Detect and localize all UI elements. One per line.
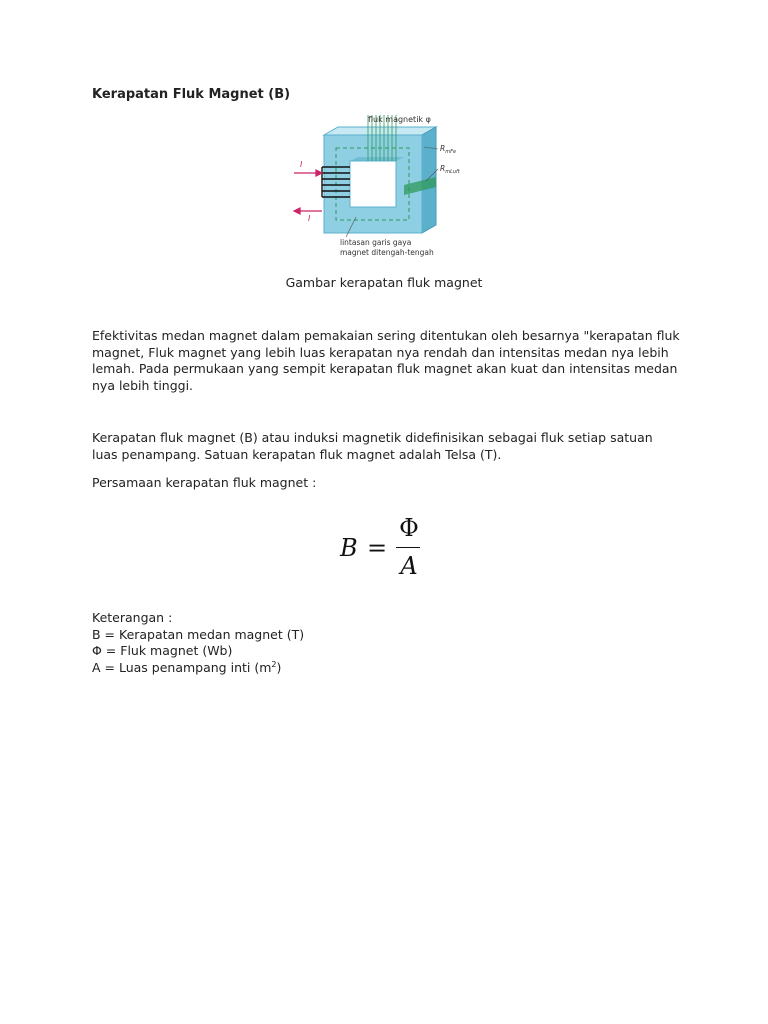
rmluft-label: $R_{mLuft}$ bbox=[440, 164, 460, 175]
legend-heading: Keterangan : bbox=[92, 610, 173, 625]
legend-item-a-text: A = Luas penampang inti (m bbox=[92, 659, 272, 675]
core-window bbox=[350, 161, 396, 207]
paragraph-effectiveness: Efektivitas medan magnet dalam pemakaian sering ditentukan oleh besarnya "kerapatan fluk magnet, Fluk magnet yang lebih luas kerapatan nya rendah dan intensitas medan nya lebih lemah. Pada permukaan yang sempit kerapatan fluk magnet akan kuat dan intensitas medan nya lebih tinggi. bbox=[92, 328, 680, 393]
current-label-top: I bbox=[300, 160, 303, 169]
formula-denominator: A bbox=[400, 552, 418, 580]
paragraph-equation-intro: Persamaan kerapatan fluk magnet : bbox=[92, 475, 317, 490]
legend-item-a-end: ) bbox=[276, 659, 282, 675]
formula-numerator: Φ bbox=[399, 514, 419, 542]
section-title: Kerapatan Fluk Magnet (B) bbox=[92, 87, 291, 102]
legend-list bbox=[92, 610, 304, 676]
current-label-bottom: I bbox=[308, 214, 311, 223]
legend-item-a-sup: 2 bbox=[271, 659, 277, 669]
flux-path-label-2: magnet ditengah-tengah bbox=[340, 248, 434, 257]
formula-lhs: B bbox=[340, 534, 358, 562]
paragraph-definition: Kerapatan fluk magnet (B) atau induksi magnetik didefinisikan sebagai fluk setiap satuan luas penampang. Satuan kerapatan fluk magnet adalah Telsa (T). bbox=[92, 430, 653, 462]
legend-item-b: B = Kerapatan medan magnet (T) bbox=[92, 626, 305, 642]
formula-equals: = bbox=[367, 534, 388, 562]
flux-path-label-1: lintasan garis gaya bbox=[340, 238, 412, 247]
figure-caption: Gambar kerapatan fluk magnet bbox=[285, 275, 483, 290]
magnetic-core-figure bbox=[286, 107, 486, 267]
legend-item-a bbox=[92, 660, 304, 677]
fraction-bar bbox=[396, 547, 420, 548]
current-arrows bbox=[294, 170, 322, 214]
rmfe-label: $R_{mFe}$ bbox=[440, 144, 457, 155]
flux-label: fluk magnetik φ bbox=[368, 115, 431, 124]
legend-item-phi: Φ = Fluk magnet (Wb) bbox=[92, 643, 233, 658]
flux-density-formula bbox=[340, 514, 430, 584]
